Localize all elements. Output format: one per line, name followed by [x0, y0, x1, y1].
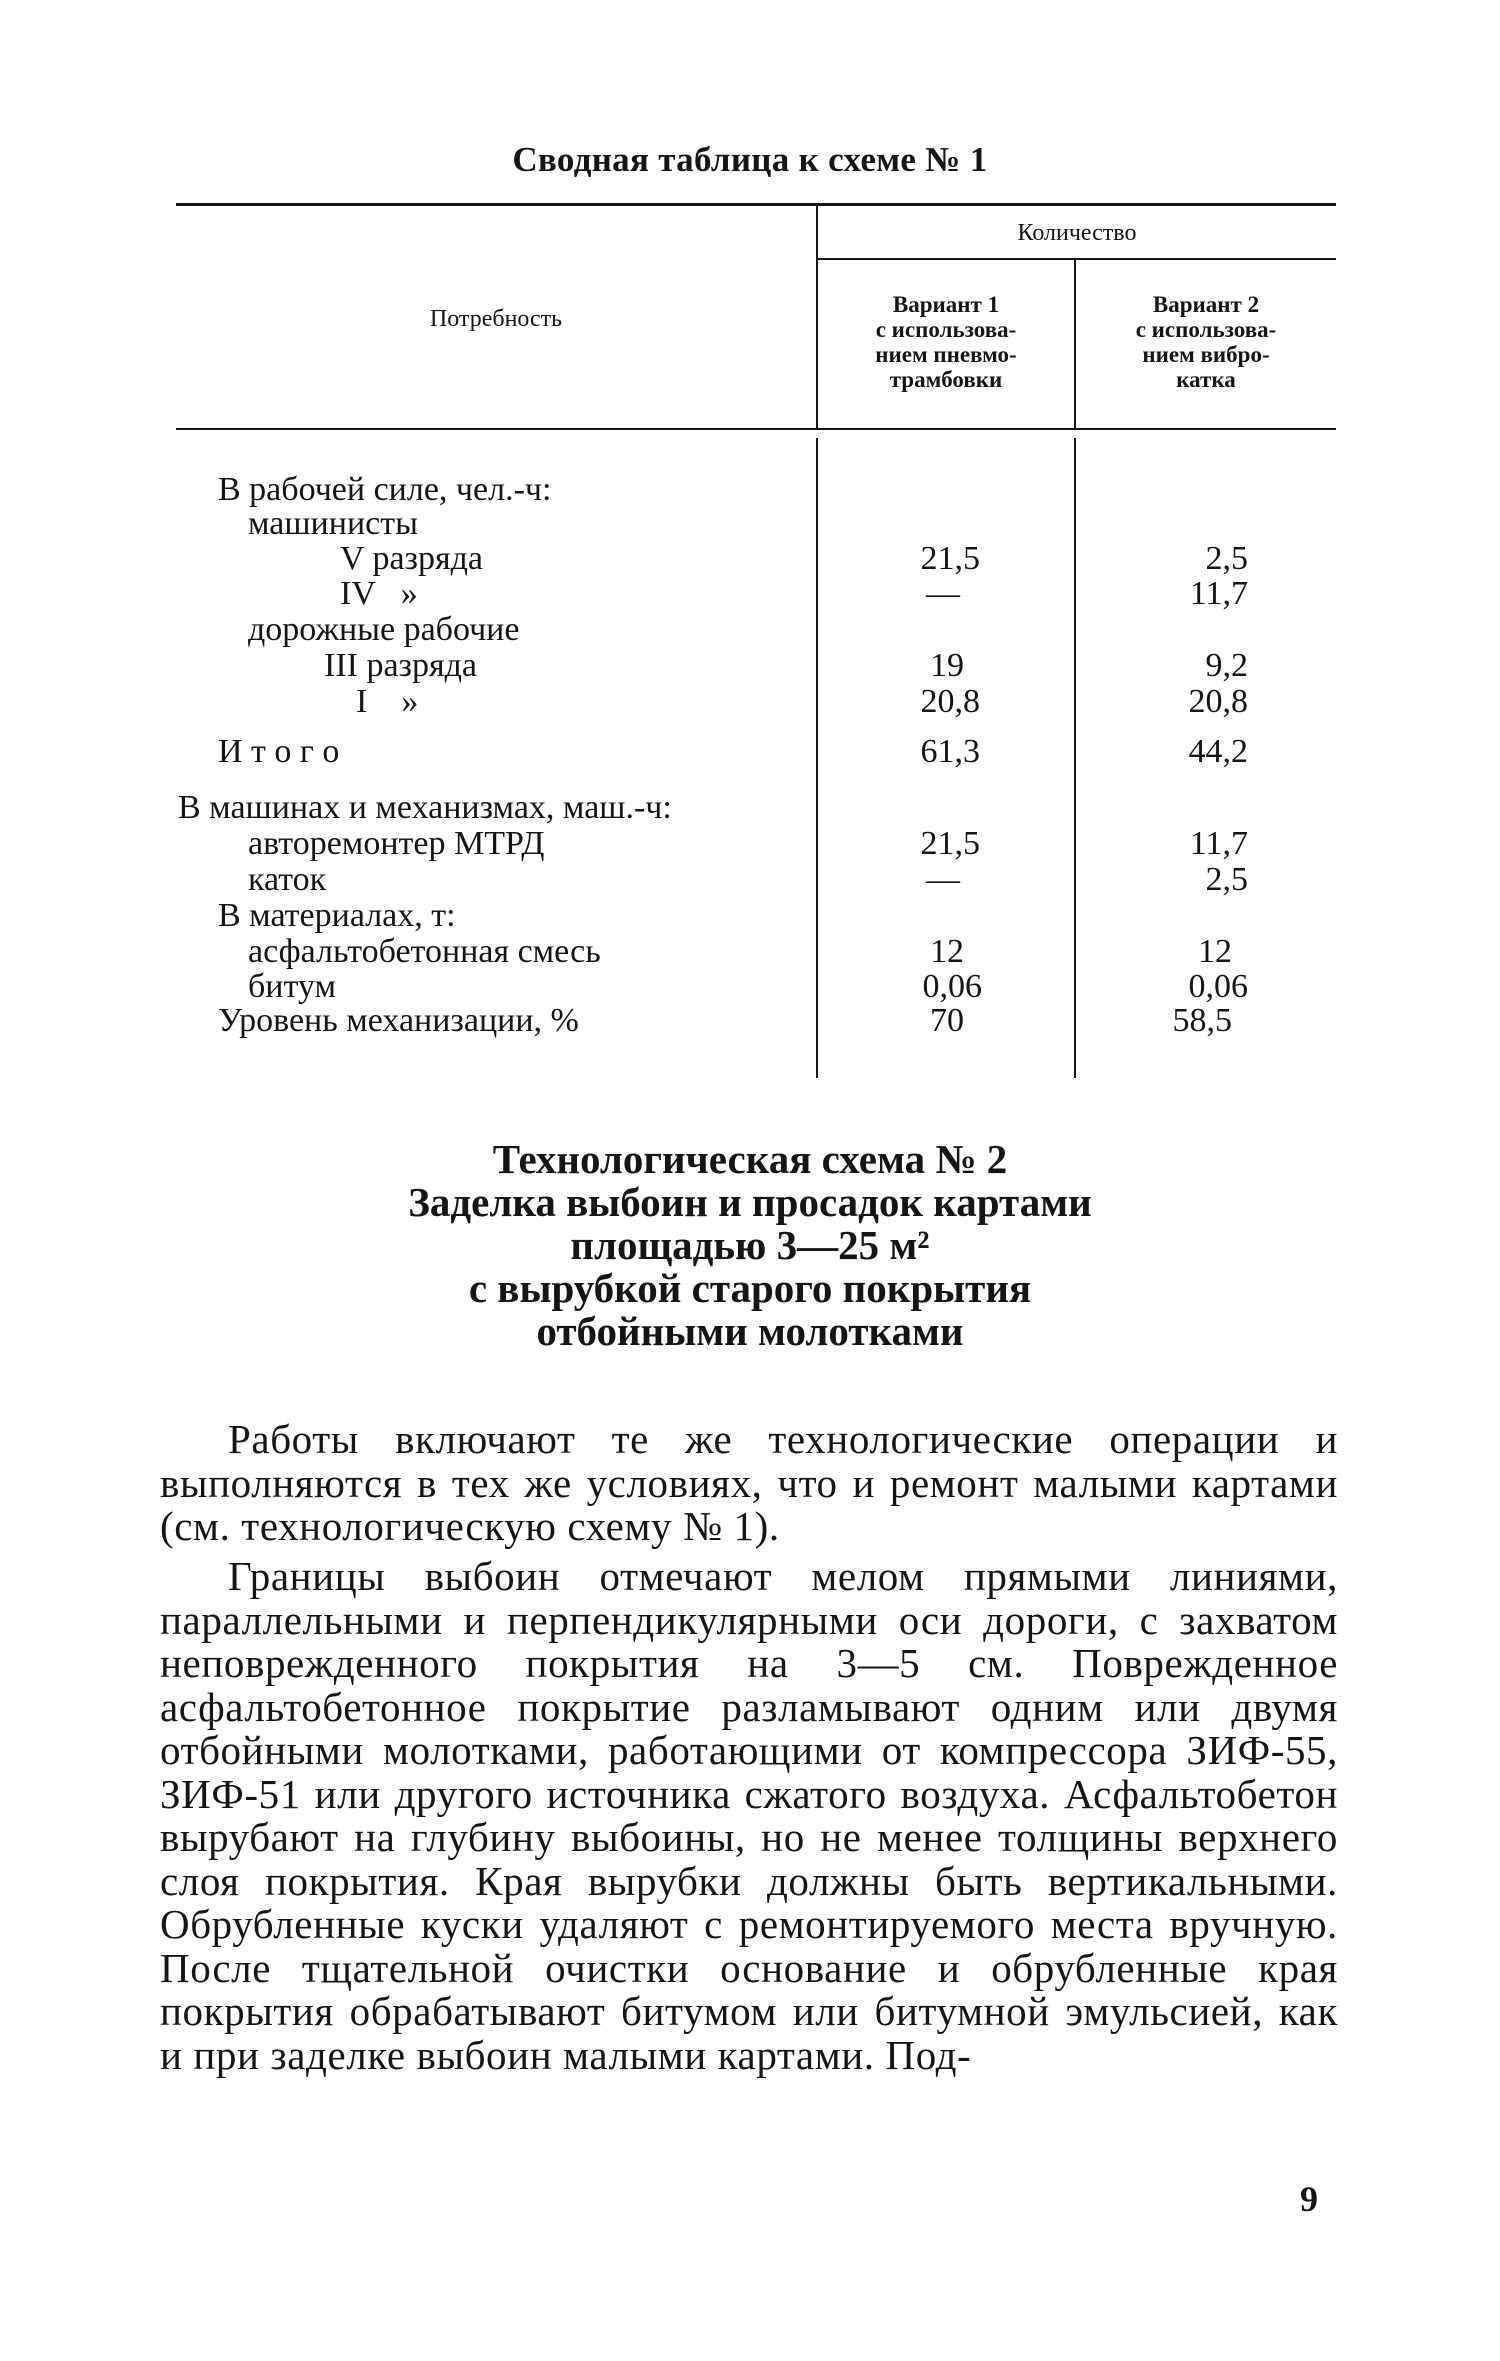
table-title: Сводная таблица к схеме № 1 — [512, 140, 988, 179]
table-cell-variant1: 19 — [930, 647, 964, 684]
header-quantity: Количество — [1017, 220, 1137, 246]
table-cell-variant1: 20,8 — [920, 683, 980, 720]
table-cell-variant2: 58,5 — [1172, 1002, 1232, 1039]
table-cell-variant2: 44,2 — [1188, 733, 1248, 770]
table-row-label: I » — [356, 683, 419, 720]
table-cell-variant1: — — [926, 861, 960, 898]
table-row-label: асфальтобетонная смесь — [248, 933, 601, 970]
header-need: Потребность — [429, 306, 563, 332]
table-top-rule — [176, 203, 1336, 206]
table-row-label: машинисты — [248, 505, 418, 542]
column-divider-1-body — [816, 438, 818, 1078]
table-row-label: битум — [248, 968, 336, 1005]
column-divider-2-body — [1074, 438, 1076, 1078]
table-cell-variant1: 0,06 — [922, 968, 982, 1005]
header-variant-1: Вариант 1 с использова- нием пневмо- трамбовки — [875, 292, 1017, 392]
table-cell-variant2: 20,8 — [1188, 683, 1248, 720]
schema-title-line: с вырубкой старого покрытия — [468, 1265, 1032, 1311]
table-row-label: IV » — [340, 575, 418, 612]
table-cell-variant1: — — [926, 575, 960, 612]
table-row-label: Уровень механизации, % — [218, 1002, 579, 1039]
table-row-label: В материалах, т: — [218, 897, 456, 934]
table-row-label: каток — [248, 861, 327, 898]
table-row-label: дорожные рабочие — [248, 611, 520, 648]
table-cell-variant2: 11,7 — [1189, 575, 1248, 612]
page-number: 9 — [1300, 2179, 1318, 2219]
table-row-label: V разряда — [340, 540, 483, 577]
table-cell-variant1: 70 — [930, 1002, 964, 1039]
table-cell-variant1: 21,5 — [920, 825, 980, 862]
table-cell-variant2: 12 — [1198, 933, 1232, 970]
header-bottom-rule — [176, 428, 1336, 430]
table-row-label: В рабочей силе, чел.-ч: — [218, 471, 552, 508]
schema-title-line: Заделка выбоин и просадок картами — [408, 1179, 1092, 1225]
header-variant-2: Вариант 2 с использова- нием вибро- катка — [1135, 292, 1277, 392]
table-row-label: И т о г о — [218, 733, 340, 770]
quantity-rule — [818, 258, 1336, 260]
schema-title — [0, 1138, 1500, 1353]
table-cell-variant2: 11,7 — [1189, 825, 1248, 862]
table-cell-variant1: 12 — [930, 933, 964, 970]
table-cell-variant2: 0,06 — [1188, 968, 1248, 1005]
table-cell-variant2: 9,2 — [1205, 647, 1248, 684]
table-cell-variant1: 61,3 — [920, 733, 980, 770]
schema-title-line: Технологическая схема № 2 — [492, 1136, 1008, 1182]
body-paragraph: Работы включают те же технологические операции и выполняются в тех же условиях, что и ремонт малыми картами (см. технологическую схему № 1). — [160, 1416, 1338, 1549]
table-cell-variant1: 21,5 — [920, 540, 980, 577]
body-paragraph: Границы выбоин отмечают мелом прямыми линиями, параллельными и перпендикулярными оси дороги, с захватом неповрежденного покрытия на 3—5 см. Поврежденное асфальтобетонное покрытие разламывают одним или двумя отбойными молотками, работающими от компрессора ЗИФ-55, ЗИФ-51 или другого источника сжатого воздуха. Асфальтобетон вырубают на глубину выбоины, но не менее толщины верхнего слоя покрытия. Края вырубки должны быть вертикальными. Обрубленные куски удаляют с ремонтируемого места вручную. После тщательной очистки основание и обрубленные края покрытия обрабатывают битумом или битумной эмульсией, как и при заделке выбоин малыми картами. Под- — [160, 1553, 1338, 2078]
table-cell-variant2: 2,5 — [1205, 861, 1248, 898]
table-row-label: III разряда — [324, 647, 478, 684]
table-row-label: В машинах и механизмах, маш.-ч: — [178, 789, 672, 826]
schema-title-line: площадью 3—25 м² — [570, 1222, 930, 1268]
table-cell-variant2: 2,5 — [1205, 540, 1248, 577]
schema-title-line: отбойными молотками — [536, 1308, 964, 1354]
table-row-label: авторемонтер МТРД — [248, 825, 545, 862]
